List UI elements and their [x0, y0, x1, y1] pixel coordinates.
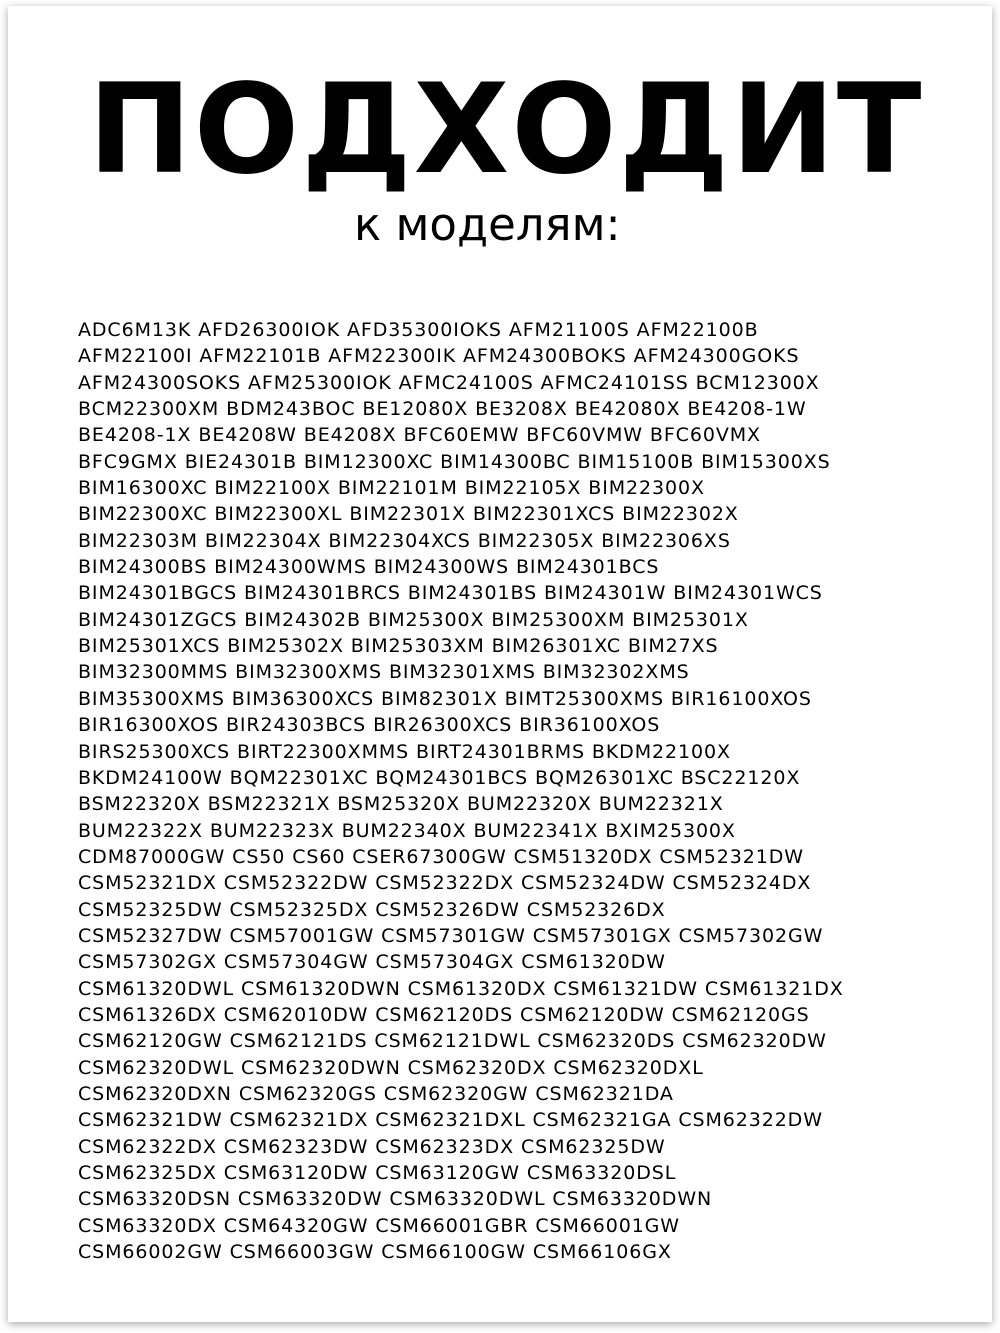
model-list-line: CDM87000GW CS50 CS60 CSER67300GW CSM51320DX CSM52321DW: [78, 845, 804, 868]
model-list-line: CSM52321DX CSM52322DW CSM52322DX CSM52324DW CSM52324DX: [78, 872, 812, 895]
model-list: [78, 317, 978, 1265]
model-list-line: BIR16300XOS BIR24303BCS BIR26300XCS BIR36100XOS: [78, 714, 661, 737]
model-list-line: BSM22320X BSM22321X BSM25320X BUM22320X BUM22321X: [78, 793, 724, 816]
model-list-line: CSM62320DWL CSM62320DWN CSM62320DX CSM62320DXL: [78, 1056, 704, 1079]
model-list-line: CSM66002GW CSM66003GW CSM66100GW CSM66106GX: [78, 1241, 672, 1264]
model-list-line: BIM24301BGCS BIM24301BRCS BIM24301BS BIM24301W BIM24301WCS: [78, 582, 823, 605]
model-list-line: BIM24300BS BIM24300WMS BIM24300WS BIM24301BCS: [78, 556, 660, 579]
model-list-line: CSM62321DW CSM62321DX CSM62321DXL CSM62321GA CSM62322DW: [78, 1109, 823, 1132]
page-subtitle: к моделям:: [354, 198, 621, 251]
model-list-line: BIM22303M BIM22304X BIM22304XCS BIM22305X BIM22306XS: [78, 529, 731, 552]
model-list-line: CSM52325DW CSM52325DX CSM52326DW CSM52326DX: [78, 898, 666, 921]
model-list-line: BIM35300XMS BIM36300XCS BIM82301X BIMT25300XMS BIR16100XOS: [78, 687, 812, 710]
model-list-line: CSM61320DWL CSM61320DWN CSM61320DX CSM61321DW CSM61321DX: [78, 977, 844, 1000]
model-list-line: BFC9GMX BIE24301B BIM12300XC BIM14300BC BIM15100B BIM15300XS: [78, 450, 831, 473]
model-list-line: BIM32300MMS BIM32300XMS BIM32301XMS BIM32302XMS: [78, 661, 690, 684]
model-list-line: BIM16300XC BIM22100X BIM22101M BIM22105X BIM22300X: [78, 477, 705, 500]
model-list-line: CSM63320DX CSM64320GW CSM66001GBR CSM66001GW: [78, 1214, 680, 1237]
model-list-line: BIRS25300XCS BIRT22300XMMS BIRT24301BRMS BKDM22100X: [78, 740, 731, 763]
model-list-line: CSM63320DSN CSM63320DW CSM63320DWL CSM63320DWN: [78, 1188, 713, 1211]
model-list-line: CSM52327DW CSM57001GW CSM57301GW CSM57301GX CSM57302GW: [78, 924, 824, 947]
model-list-line: BE4208-1X BE4208W BE4208X BFC60EMW BFC60VMW BFC60VMX: [78, 424, 761, 447]
model-list-line: CSM62325DX CSM63120DW CSM63120GW CSM63320DSL: [78, 1162, 677, 1184]
model-list-line: CSM61326DX CSM62010DW CSM62120DS CSM62120DW CSM62120GS: [78, 1003, 810, 1026]
document-page: [8, 6, 992, 1322]
model-list-line: BIM22300XC BIM22300XL BIM22301X BIM22301XCS BIM22302X: [78, 503, 739, 526]
page-title: ПОДХОДИТ: [88, 58, 924, 202]
model-list-line: AFM22100I AFM22101B AFM22300IK AFM24300BOKS AFM24300GOKS: [78, 345, 800, 368]
model-list-line: ADC6M13K AFD26300IOK AFD35300IOKS AFM21100S AFM22100B: [78, 319, 759, 341]
model-list-line: BIM24301ZGCS BIM24302B BIM25300X BIM25300XM BIM25301X: [78, 608, 749, 631]
model-list-line: BKDM24100W BQM22301XC BQM24301BCS BQM26301XC BSC22120X: [78, 766, 801, 789]
model-list-line: AFM24300SOKS AFM25300IOK AFMC24100S AFMC24101SS BCM12300X: [78, 371, 820, 394]
model-list-line: CSM62120GW CSM62121DS CSM62121DWL CSM62320DS CSM62320DW: [78, 1030, 827, 1053]
model-list-line: CSM62320DXN CSM62320GS CSM62320GW CSM62321DA: [78, 1082, 674, 1105]
model-list-line: CSM57302GX CSM57304GW CSM57304GX CSM61320DW: [78, 951, 666, 974]
model-list-line: CSM62322DX CSM62323DW CSM62323DX CSM62325DW: [78, 1135, 666, 1158]
model-list-line: BIM25301XCS BIM25302X BIM25303XM BIM26301XC BIM27XS: [78, 635, 719, 658]
model-list-line: BCM22300XM BDM243BOC BE12080X BE3208X BE42080X BE4208-1W: [78, 398, 807, 421]
model-list-line: BUM22322X BUM22323X BUM22340X BUM22341X BXIM25300X: [78, 819, 736, 842]
